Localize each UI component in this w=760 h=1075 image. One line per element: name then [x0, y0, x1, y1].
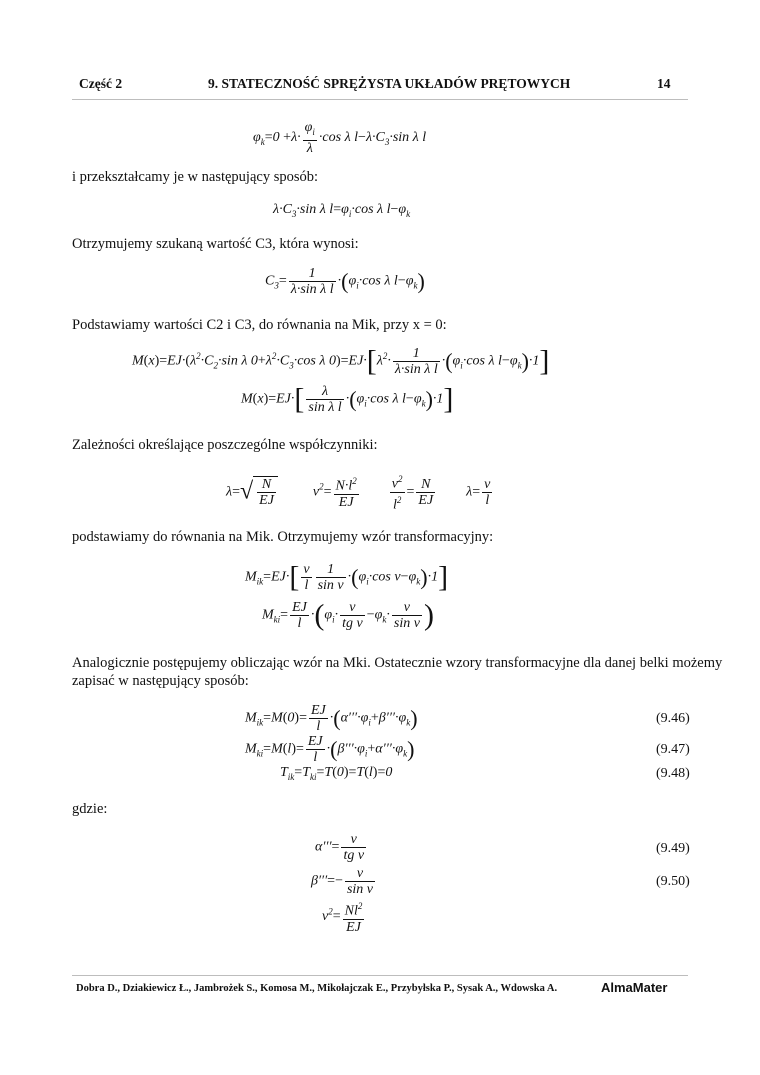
- equation-948: $T_{ik}=T_{ki}=T(0)=T(l)=0$: [280, 765, 393, 782]
- header-chapter-title: 9. STATECZNOŚĆ SPRĘŻYSTA UKŁADÓW PRĘTOWYCH: [208, 76, 571, 91]
- footer-brand: AlmaMater: [601, 980, 668, 995]
- footer-authors: Dobra D., Dziakiewicz Ł., Jambrożek S., Komosa M., Mikołajczak E., Przybyłska P., Sysak A., Wdowska A.: [76, 983, 558, 994]
- equation-rearranged: $\lambda\cdot C_3\cdot\sin$ λ $l=\varphi_i\cdot\cos$ λ $l-\varphi_k$: [273, 202, 411, 219]
- equation-phik: $\varphi_k=0 +\lambda\cdot$ $\frac{\varphi_i}{\lambda}$ ·cos λ $l-\lambda\cdot C_3\cdot\sin$ λ l: [253, 120, 427, 156]
- equation-m-x-1: $M(x)=EJ\cdot(\lambda^2\cdot C_2\cdot\sin$ λ $0+\lambda^2\cdot C_3\cdot\cos$ λ $0)=EJ\cdot[\lambda^2\cdot$ $\frac{1}{\text{λ·sin λ l}}$ $\cdot(\varphi_i\cdot\cos$ λ $l-\varphi_k)\cdot 1$]: [132, 344, 550, 378]
- footer-rule: [72, 975, 688, 976]
- paragraph-c3: Otrzymujemy szukaną wartość C3, która wynosi:: [72, 236, 359, 252]
- paragraph-substitute: Podstawiamy wartości C2 i C3, do równania na Mik, przy x = 0:: [72, 317, 447, 333]
- paragraph-analog-1: Analogicznie postępujemy obliczając wzór na Mki. Ostatecznie wzory transformacyjne dla danej belki możemy: [72, 655, 723, 671]
- paragraph-transform: i przekształcamy je w następujący sposób:: [72, 169, 319, 185]
- paragraph-coefficients: Zależności określające poszczególne współczynniki:: [72, 437, 378, 453]
- equation-coefficients: λ=√ $\frac{N}{EJ}$ $\nu^2=$ $\frac{N\cdot l^2}{EJ}$ $\frac{\nu^2}{l^2}$ = $\frac{N}{EJ}$ λ= $\frac{\nu}{l}$: [226, 474, 491, 513]
- equation-950: β′′′=− $\frac{\nu}{\text{sin ν}}$: [311, 866, 374, 897]
- equation-number-950: (9.50): [656, 874, 690, 889]
- equation-946: $M_{ik}=M(0)=$ $\frac{EJ}{l}$ $\cdot(\alpha'''\cdot\varphi_i+\beta'''\cdot\varphi_k)$: [245, 703, 418, 734]
- header-section: Część 2: [79, 76, 123, 91]
- equation-c3: $C_3=$ $\frac{1}{\text{λ·sin λ l}}$ $\cdot(\varphi_i\cdot\cos$ λ $l-\varphi_k$): [265, 266, 425, 297]
- equation-number-947: (9.47): [656, 742, 690, 757]
- equation-number-946: (9.46): [656, 711, 690, 726]
- equation-949: α′′′= $\frac{\nu}{\text{tg ν}}$: [315, 832, 365, 863]
- paragraph-analog-2: zapisać w następujący sposób:: [72, 673, 249, 689]
- equation-m-x-2: M(x)=EJ·[ $\frac{\lambda}{\text{sin λ l}}$ $\cdot(\varphi_i\cdot\cos$ λ $l-\varphi_k)\cdot 1$]: [241, 382, 454, 416]
- paragraph-where: gdzie:: [72, 801, 108, 817]
- equation-number-948: (9.48): [656, 766, 690, 781]
- equation-947: $M_{ki}=M(l)=$ $\frac{EJ}{l}$ $\cdot(\beta'''\cdot\varphi_i+\alpha'''\cdot\varphi_k)$: [245, 734, 415, 765]
- equation-mik-derived: $M_{ik}=EJ\cdot$[ $\frac{\nu}{l}$ $\frac{1}{\text{sin ν}}$ $\cdot(\varphi_i\cdot\cos$ $\nu-\varphi_k)\cdot 1$]: [245, 560, 449, 594]
- header-rule: [72, 99, 688, 100]
- page-number: 14: [657, 76, 671, 91]
- equation-nu-squared: $\nu^2=$ $\frac{Nl^2}{EJ}$: [322, 901, 363, 935]
- equation-mki-derived: $M_{ki}=$ $\frac{EJ}{l}$ $\cdot(\varphi_i\cdot$ $\frac{\nu}{\text{tg ν}}$ $-\varphi_k\cdot$ $\frac{\nu}{\text{sin ν}}$ ): [262, 598, 434, 632]
- equation-number-949: (9.49): [656, 841, 690, 856]
- paragraph-formula: podstawiamy do równania na Mik. Otrzymujemy wzór transformacyjny:: [72, 529, 494, 545]
